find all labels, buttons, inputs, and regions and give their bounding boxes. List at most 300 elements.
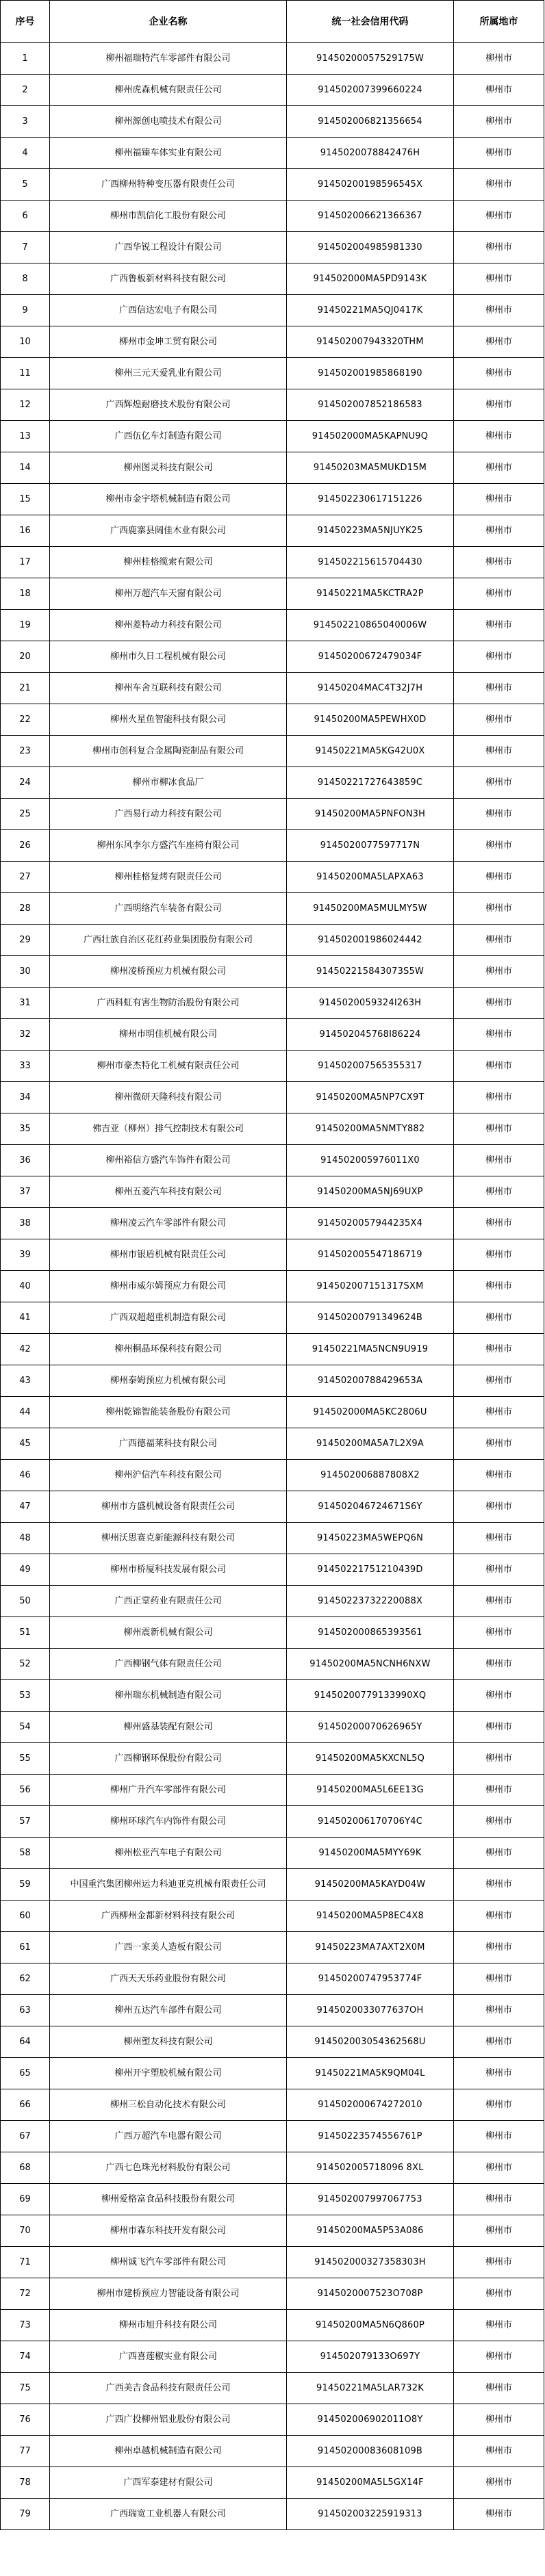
cell-no: 3 [1,106,50,138]
cell-name: 柳州福臻车体实业有限公司 [50,138,287,169]
header-name: 企业名称 [50,1,287,43]
cell-no: 18 [1,578,50,610]
cell-city: 柳州市 [454,1051,544,1082]
cell-city: 柳州市 [454,862,544,893]
table-row [1,1491,544,1523]
cell-name: 广西辉煌耐磨技术股份有限公司 [50,389,287,421]
table-row [1,1649,544,1680]
cell-name: 柳州沃思赛克新能源科技有限公司 [50,1523,287,1554]
cell-name: 柳州菱特动力科技有限公司 [50,610,287,641]
cell-city: 柳州市 [454,2310,544,2341]
cell-city: 柳州市 [454,515,544,547]
cell-city: 柳州市 [454,138,544,169]
cell-code: 91450221MA5KCTRA2P [287,578,454,610]
cell-city: 柳州市 [454,1523,544,1554]
table-row [1,1082,544,1113]
cell-city: 柳州市 [454,1239,544,1271]
cell-city: 柳州市 [454,389,544,421]
cell-no: 72 [1,2278,50,2310]
cell-code: 91450200MA5NMTY882 [287,1113,454,1145]
cell-name: 广西明络汽车装备有限公司 [50,893,287,925]
table-header-row [1,1,544,43]
cell-no: 37 [1,1176,50,1208]
cell-name: 柳州市凯信化工股份有限公司 [50,201,287,232]
table-row [1,75,544,106]
cell-no: 74 [1,2341,50,2373]
table-row [1,547,544,578]
cell-name: 柳州火星鱼智能科技有限公司 [50,704,287,736]
table-row [1,1775,544,1806]
cell-name: 柳州乾锦智能装备股份有限公司 [50,1397,287,1428]
cell-code: 914502004985981330 [287,232,454,263]
cell-name: 柳州市金宇塔机械制造有限公司 [50,484,287,515]
cell-name: 柳州塑友科技有限公司 [50,2026,287,2058]
cell-code: 91450200672479034F [287,641,454,673]
cell-city: 柳州市 [454,767,544,799]
cell-no: 46 [1,1460,50,1491]
cell-city: 柳州市 [454,1334,544,1365]
cell-code: 914502006621366367 [287,201,454,232]
table-row [1,2026,544,2058]
cell-code: 914502045768I86224 [287,1019,454,1051]
cell-code: 91450223MA5NJUYK25 [287,515,454,547]
cell-code: 91450200788429653A [287,1365,454,1397]
cell-code: 91450223MA5WEPQ6N [287,1523,454,1554]
cell-no: 6 [1,201,50,232]
cell-no: 77 [1,2436,50,2467]
cell-city: 柳州市 [454,1586,544,1617]
cell-code: 91450200MA5NJ69UXP [287,1176,454,1208]
cell-no: 58 [1,1838,50,1869]
cell-code: 9145020057944235X4 [287,1208,454,1239]
cell-code: 91450221MA5KG42U0X [287,736,454,767]
cell-city: 柳州市 [454,1963,544,1995]
cell-name: 广西正堂药业有限责任公司 [50,1586,287,1617]
table-row [1,1460,544,1491]
table-row [1,704,544,736]
cell-code: 914502007997067753 [287,2184,454,2215]
cell-no: 21 [1,673,50,704]
table-row [1,1051,544,1082]
cell-city: 柳州市 [454,169,544,201]
cell-name: 柳州市柳冰食品厂 [50,767,287,799]
cell-city: 柳州市 [454,893,544,925]
cell-name: 广西美吉食品科技有限责任公司 [50,2373,287,2404]
table-row [1,1019,544,1051]
table-row [1,1743,544,1775]
cell-city: 柳州市 [454,1113,544,1145]
cell-city: 柳州市 [454,2215,544,2247]
table-row [1,138,544,169]
table-row [1,925,544,956]
table-row [1,1397,544,1428]
table-row [1,1208,544,1239]
cell-city: 柳州市 [454,1617,544,1649]
cell-name: 柳州凌云汽车零部件有限公司 [50,1208,287,1239]
cell-code: 9145020059324I263H [287,988,454,1019]
cell-name: 柳州图灵科技有限公司 [50,452,287,484]
cell-code: 91450223732220088X [287,1586,454,1617]
cell-no: 5 [1,169,50,201]
cell-code: 914502215615704430 [287,547,454,578]
cell-name: 柳州市豪杰特化工机械有限责任公司 [50,1051,287,1082]
cell-code: 914502007399660224 [287,75,454,106]
table-row [1,956,544,988]
cell-no: 26 [1,830,50,862]
cell-code: 91450200MA5NP7CX9T [287,1082,454,1113]
table-row [1,1145,544,1176]
header-code: 统一社会信用代码 [287,1,454,43]
cell-no: 4 [1,138,50,169]
cell-name: 柳州市金坤工贸有限公司 [50,326,287,358]
table-row [1,767,544,799]
cell-code: 91450200MA5MYY69K [287,1838,454,1869]
cell-no: 31 [1,988,50,1019]
cell-no: 11 [1,358,50,389]
cell-name: 柳州福瑞特汽车零部件有限公司 [50,43,287,75]
cell-code: 914502006821356654 [287,106,454,138]
cell-name: 柳州车舍互联科技有限公司 [50,673,287,704]
cell-name: 柳州诚飞汽车零部件有限公司 [50,2247,287,2278]
cell-no: 9 [1,295,50,326]
table-row [1,106,544,138]
cell-name: 柳州市桥厦科技发展有限公司 [50,1554,287,1586]
cell-no: 76 [1,2404,50,2436]
cell-name: 柳州裕信方盛汽车饰件有限公司 [50,1145,287,1176]
cell-no: 54 [1,1712,50,1743]
cell-city: 柳州市 [454,1460,544,1491]
cell-city: 柳州市 [454,263,544,295]
cell-city: 柳州市 [454,1869,544,1901]
cell-no: 57 [1,1806,50,1838]
cell-no: 17 [1,547,50,578]
table-row [1,2310,544,2341]
cell-name: 柳州市银盾机械有限责任公司 [50,1239,287,1271]
cell-no: 61 [1,1932,50,1963]
cell-no: 29 [1,925,50,956]
cell-city: 柳州市 [454,201,544,232]
table-row [1,1176,544,1208]
cell-city: 柳州市 [454,2247,544,2278]
cell-name: 柳州三元天爱乳业有限公司 [50,358,287,389]
cell-name: 广西信达宏电子有限公司 [50,295,287,326]
cell-name: 广西华锐工程设计有限公司 [50,232,287,263]
cell-code: 914502210865040006W [287,610,454,641]
cell-city: 柳州市 [454,1806,544,1838]
cell-code: 91450200791349624B [287,1302,454,1334]
cell-name: 柳州市旭升科技有限公司 [50,2310,287,2341]
table-row [1,1554,544,1586]
cell-city: 柳州市 [454,421,544,452]
cell-no: 15 [1,484,50,515]
cell-code: 9145020077597717N [287,830,454,862]
table-row [1,578,544,610]
header-no: 序号 [1,1,50,43]
cell-code: 91450223MA7AXT2X0M [287,1932,454,1963]
cell-city: 柳州市 [454,2341,544,2373]
cell-city: 柳州市 [454,2152,544,2184]
header-city: 所属地市 [454,1,544,43]
cell-name: 柳州凌桥预应力机械有限公司 [50,956,287,988]
cell-code: 91450221751210439D [287,1554,454,1586]
cell-city: 柳州市 [454,610,544,641]
table-row [1,232,544,263]
cell-code: 91450200MA5NCNH6NXW [287,1649,454,1680]
cell-code: 914502005976011X0 [287,1145,454,1176]
table-row [1,1617,544,1649]
cell-code: 91450200MA5PEWHX0D [287,704,454,736]
cell-city: 柳州市 [454,830,544,862]
cell-code: 91450200198596545X [287,169,454,201]
cell-name: 柳州广升汽车零部件有限公司 [50,1775,287,1806]
cell-city: 柳州市 [454,704,544,736]
table-row [1,799,544,830]
cell-city: 柳州市 [454,43,544,75]
cell-name: 柳州虎森机械有限责任公司 [50,75,287,106]
cell-no: 51 [1,1617,50,1649]
cell-code: 91450221MA5NCN9U919 [287,1334,454,1365]
cell-code: 91450200MA5N6Q860P [287,2310,454,2341]
table-row [1,421,544,452]
cell-name: 柳州松亚汽车电子有限公司 [50,1838,287,1869]
cell-no: 38 [1,1208,50,1239]
cell-name: 广西易行动力科技有限公司 [50,799,287,830]
table-row [1,1995,544,2026]
cell-no: 2 [1,75,50,106]
cell-no: 34 [1,1082,50,1113]
cell-city: 柳州市 [454,2499,544,2530]
cell-code: 914502046724671S6Y [287,1491,454,1523]
table-row [1,452,544,484]
cell-code: 914502230617151226 [287,484,454,515]
table-row [1,641,544,673]
cell-city: 柳州市 [454,956,544,988]
cell-code: 91450200MA5LAPXA63 [287,862,454,893]
cell-no: 64 [1,2026,50,2058]
cell-name: 广西瑞宽工业机器人有限公司 [50,2499,287,2530]
cell-code: 914502007151317SXM [287,1271,454,1302]
cell-city: 柳州市 [454,232,544,263]
cell-no: 47 [1,1491,50,1523]
cell-no: 41 [1,1302,50,1334]
cell-city: 柳州市 [454,2467,544,2499]
table-row [1,2373,544,2404]
cell-no: 20 [1,641,50,673]
cell-no: 62 [1,1963,50,1995]
table-body [1,43,544,2530]
table-row [1,830,544,862]
table-row [1,988,544,1019]
cell-city: 柳州市 [454,547,544,578]
cell-city: 柳州市 [454,1743,544,1775]
cell-code: 914502079133O697Y [287,2341,454,2373]
cell-code: 914502000865393561 [287,1617,454,1649]
cell-no: 28 [1,893,50,925]
cell-name: 广西柳州金都新材料科技有限公司 [50,1901,287,1932]
cell-name: 广西鲁板新材料科技有限公司 [50,263,287,295]
cell-name: 中国重汽集团柳州运力科迪亚克机械有限责任公司 [50,1869,287,1901]
cell-no: 16 [1,515,50,547]
cell-city: 柳州市 [454,1838,544,1869]
cell-no: 8 [1,263,50,295]
cell-city: 柳州市 [454,1365,544,1397]
cell-name: 广西天天乐药业股份有限公司 [50,1963,287,1995]
cell-city: 柳州市 [454,2278,544,2310]
cell-no: 7 [1,232,50,263]
table-row [1,389,544,421]
cell-no: 71 [1,2247,50,2278]
cell-city: 柳州市 [454,1932,544,1963]
cell-code: 914502000MA5KAPNU9Q [287,421,454,452]
cell-code: 91450200MA5MULMY5W [287,893,454,925]
table-row [1,484,544,515]
cell-code: 9145020033077637OH [287,1995,454,2026]
cell-code: 914502006902011O8Y [287,2404,454,2436]
cell-city: 柳州市 [454,1302,544,1334]
cell-no: 50 [1,1586,50,1617]
cell-code: 914502003054362568U [287,2026,454,2058]
cell-code: 914502215843073S5W [287,956,454,988]
table-row [1,1523,544,1554]
cell-no: 10 [1,326,50,358]
table-row [1,1586,544,1617]
cell-code: 91450200MA5L5GX14F [287,2467,454,2499]
cell-name: 柳州市久日工程机械有限公司 [50,641,287,673]
cell-name: 广西喜莲椒实业有限公司 [50,2341,287,2373]
table-row [1,295,544,326]
table-row [1,515,544,547]
cell-name: 柳州震新机械有限公司 [50,1617,287,1649]
cell-code: 91450200MA5KXCNL5Q [287,1743,454,1775]
cell-no: 23 [1,736,50,767]
table-row [1,358,544,389]
cell-city: 柳州市 [454,673,544,704]
table-row [1,1680,544,1712]
table-row [1,862,544,893]
cell-name: 柳州市威尔姆预应力有限公司 [50,1271,287,1302]
table-row [1,1901,544,1932]
cell-city: 柳州市 [454,2121,544,2152]
cell-name: 广西军泰建材有限公司 [50,2467,287,2499]
cell-name: 广西七色珠光材料股份有限公司 [50,2152,287,2184]
cell-code: 914502005547186719 [287,1239,454,1271]
cell-city: 柳州市 [454,2058,544,2089]
cell-city: 柳州市 [454,1649,544,1680]
cell-code: 91450200MA5A7L2X9A [287,1428,454,1460]
table-row [1,1302,544,1334]
table-row [1,673,544,704]
table-row [1,2089,544,2121]
cell-code: 914502003225919313 [287,2499,454,2530]
cell-no: 60 [1,1901,50,1932]
cell-name: 柳州卓越机械制造有限公司 [50,2436,287,2467]
cell-city: 柳州市 [454,1208,544,1239]
cell-code: 914502006170706Y4C [287,1806,454,1838]
cell-no: 13 [1,421,50,452]
cell-city: 柳州市 [454,452,544,484]
cell-code: 91450200MA5L6EE13G [287,1775,454,1806]
cell-name: 广西万超汽车电器有限公司 [50,2121,287,2152]
cell-city: 柳州市 [454,736,544,767]
cell-name: 广西广投柳州铝业股份有限公司 [50,2404,287,2436]
cell-no: 73 [1,2310,50,2341]
cell-name: 柳州五菱汽车科技有限公司 [50,1176,287,1208]
cell-no: 32 [1,1019,50,1051]
cell-city: 柳州市 [454,1176,544,1208]
table-row [1,2278,544,2310]
cell-city: 柳州市 [454,75,544,106]
cell-code: 91450200MA5KAYD04W [287,1869,454,1901]
cell-code: 914502007565355317 [287,1051,454,1082]
cell-name: 广西柳钢环保股份有限公司 [50,1743,287,1775]
cell-city: 柳州市 [454,106,544,138]
table-row [1,326,544,358]
cell-no: 33 [1,1051,50,1082]
cell-city: 柳州市 [454,2373,544,2404]
cell-name: 广西鹿寨县阔佳木业有限公司 [50,515,287,547]
table-row [1,1271,544,1302]
cell-name: 柳州瑞东机械制造有限公司 [50,1680,287,1712]
cell-name: 佛吉亚（柳州）排气控制技术有限公司 [50,1113,287,1145]
cell-no: 14 [1,452,50,484]
cell-city: 柳州市 [454,641,544,673]
cell-code: 914502007852186583 [287,389,454,421]
table-row [1,169,544,201]
table-row [1,2247,544,2278]
table-row [1,2436,544,2467]
cell-code: 91450203MA5MUKD15M [287,452,454,484]
cell-name: 广西一家美人造板有限公司 [50,1932,287,1963]
cell-name: 柳州爱格富食品科技股份有限公司 [50,2184,287,2215]
cell-city: 柳州市 [454,1271,544,1302]
cell-no: 66 [1,2089,50,2121]
cell-name: 柳州源创电喷技术有限公司 [50,106,287,138]
cell-no: 30 [1,956,50,988]
cell-city: 柳州市 [454,1428,544,1460]
cell-no: 53 [1,1680,50,1712]
cell-name: 广西双超超重机制造有限公司 [50,1302,287,1334]
table-row [1,1712,544,1743]
table-row [1,201,544,232]
cell-name: 柳州市建桥预应力智能设备有限公司 [50,2278,287,2310]
cell-no: 49 [1,1554,50,1586]
cell-city: 柳州市 [454,1901,544,1932]
cell-city: 柳州市 [454,988,544,1019]
cell-no: 12 [1,389,50,421]
cell-no: 69 [1,2184,50,2215]
cell-no: 24 [1,767,50,799]
table-row [1,1365,544,1397]
cell-city: 柳州市 [454,1491,544,1523]
cell-code: 9145020078842476H [287,138,454,169]
cell-no: 59 [1,1869,50,1901]
table-row [1,2152,544,2184]
cell-city: 柳州市 [454,1554,544,1586]
cell-code: 914502000MA5PD9143K [287,263,454,295]
cell-no: 56 [1,1775,50,1806]
cell-city: 柳州市 [454,2026,544,2058]
cell-no: 78 [1,2467,50,2499]
cell-name: 柳州万超汽车天窗有限公司 [50,578,287,610]
cell-city: 柳州市 [454,358,544,389]
table-row [1,2121,544,2152]
cell-code: 914502000674272010 [287,2089,454,2121]
cell-no: 70 [1,2215,50,2247]
cell-no: 79 [1,2499,50,2530]
table-row [1,736,544,767]
cell-city: 柳州市 [454,2436,544,2467]
cell-code: 914502006887808X2 [287,1460,454,1491]
